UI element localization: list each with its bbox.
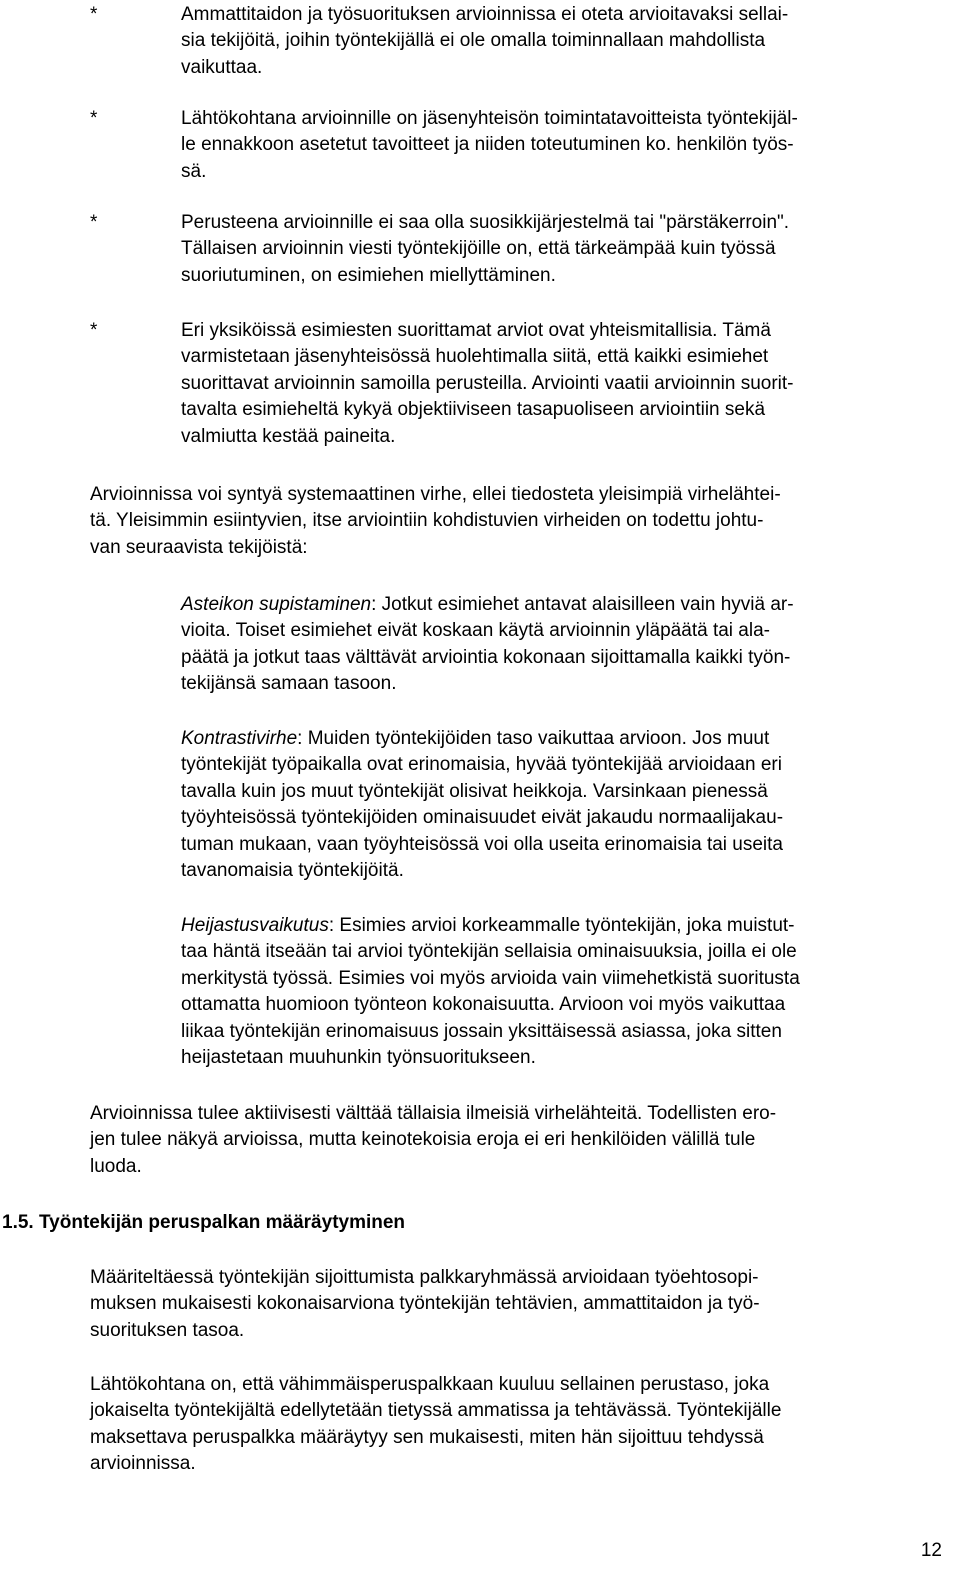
text-line: tuman mukaan, vaan työyhteisössä voi olla useita erinomaisia tai useita [181,833,783,855]
text-line: tavanomaisia työntekijöitä. [181,860,404,882]
text-line: suoriutuminen, on esimiehen miellyttäminen. [181,264,556,286]
text-line: tä. Yleisimmin esiintyvien, itse arviointiin kohdistuvien virheiden on todettu johtu- [90,510,764,532]
section-paragraph-2 [90,1372,952,1478]
error-heijastusvaikutus [181,913,951,1071]
text-line: taa häntä itseään tai arvioi työntekijän sellaisia ominaisuuksia, joilla ei ole [181,941,797,963]
text-line [181,726,951,752]
text-line: Arvioinnissa voi syntyä systemaattinen virhe, ellei tiedosteta yleisimpiä virhelähtei- [90,484,781,505]
text-line: heijastetaan muuhunkin työnsuoritukseen. [181,1047,536,1069]
text-line: Lähtökohtana on, että vähimmäisperuspalkkaan kuuluu sellainen perustaso, joka [90,1374,770,1395]
text-line: luoda. [90,1155,142,1177]
text-line: päätä ja jotkut taas välttävät arviointia kokonaan sijoittamalla kaikki työn- [181,646,791,668]
error-description-start: : Jotkut esimiehet antavat alaisilleen vain hyviä ar- [371,594,794,615]
intro-paragraph [90,482,952,561]
bullet-text [181,318,951,450]
text-line: van seuraavista tekijöistä: [90,536,308,558]
text-line: työyhteisössä työntekijöiden ominaisuudet eivät jakaudu normaalijakau- [181,807,784,829]
bullet-marker: * [90,108,98,129]
closing-paragraph [90,1101,952,1180]
text-line: Tällaisen arvioinnin viesti työntekijöille on, että tärkeämpää kuin työssä [181,238,776,260]
section-title: Työntekijän peruspalkan määräytyminen [38,1212,406,1233]
bullet-marker: * [90,212,98,233]
text-line: suorittavat arvioinnin samoilla perusteilla. Arviointi vaatii arvioinnin suorit- [181,372,794,394]
text-line: tavalla kuin jos muut työntekijät olisivat heikkoja. Varsinkaan pienessä [181,780,768,802]
text-line: työntekijät työpaikalla ovat erinomaisia, hyvää työntekijää arvioidaan eri [181,754,782,776]
text-line: Lähtökohtana arvioinnille on jäsenyhteisön toimintatavoitteista työntekijäl- [181,108,798,129]
text-line: suorituksen tasoa. [90,1319,245,1341]
text-line: Perusteena arvioinnille ei saa olla suosikkijärjestelmä tai "pärstäkerroin". [181,212,790,233]
text-line: sä. [181,160,207,182]
error-term: Asteikon supistaminen [181,594,372,615]
page-number: 12 [920,1540,942,1561]
text-line: Ammattitaidon ja työsuorituksen arvioinnissa ei oteta arvioitavaksi sellai- [181,4,789,25]
error-description-start: : Muiden työntekijöiden taso vaikuttaa arvioon. Jos muut [297,728,770,749]
text-line: vaikuttaa. [181,56,263,78]
bullet-text [181,106,951,185]
text-line: tavalta esimieheltä kykyä objektiiviseen tasapuoliseen arviointiin sekä [181,399,766,421]
text-line: sia tekijöitä, joihin työntekijällä ei ole omalla toiminnallaan mahdollista [181,30,766,52]
section-paragraph-1 [90,1265,952,1344]
text-line: valmiutta kestää paineita. [181,425,396,447]
text-line [181,913,951,939]
text-line: varmistetaan jäsenyhteisössä huolehtimalla siitä, että kaikki esimiehet [181,346,769,368]
bullet-text [181,2,951,81]
error-description-start: : Esimies arvioi korkeammalle työntekijän, joka muistut- [328,915,795,936]
text-line: Eri yksiköissä esimiesten suorittamat arviot ovat yhteismitallisia. Tämä [181,320,771,341]
error-term: Kontrastivirhe [181,728,298,749]
text-line: muksen mukaisesti kokonaisarviona työntekijän tehtävien, ammattitaidon ja työ- [90,1293,760,1315]
text-line: Arvioinnissa tulee aktiivisesti välttää tällaisia ilmeisiä virhelähteitä. Todellisten ero- [90,1103,777,1124]
text-line: jen tulee näkyä arvioissa, mutta keinotekoisia eroja ei eri henkilöiden välillä tule [90,1129,756,1151]
error-asteikon-supistaminen [181,592,951,698]
text-line: arvioinnissa. [90,1453,196,1475]
error-kontrastivirhe [181,726,951,884]
text-line: Määriteltäessä työntekijän sijoittumista palkkaryhmässä arvioidaan työehtosopi- [90,1267,759,1288]
text-line: tekijänsä samaan tasoon. [181,673,397,695]
bullet-text [181,210,951,289]
text-line: liikaa työntekijän erinomaisuus jossain yksittäisessä asiassa, joka sitten [181,1020,782,1042]
text-line: le ennakkoon asetetut tavoitteet ja niiden toteutuminen ko. henkilön työs- [181,134,794,156]
error-term: Heijastusvaikutus [181,915,329,936]
text-line: jokaiselta työntekijältä edellytetään tietyssä ammatissa ja tehtävässä. Työntekijälle [90,1400,782,1422]
text-line: ottamatta huomioon työnteon kokonaisuutta. Arvioon voi myös vaikuttaa [181,994,786,1016]
section-heading [2,1210,802,1236]
text-line [181,592,951,618]
text-line: maksettava peruspalkka määräytyy sen mukaisesti, miten hän sijoittuu tehdyssä [90,1426,764,1448]
bullet-marker: * [90,4,98,25]
section-number: 1.5. [2,1212,34,1233]
text-line: vioita. Toiset esimiehet eivät koskaan käytä arvioinnin yläpäätä tai ala- [181,620,770,642]
bullet-marker: * [90,320,98,341]
text-line: merkitystä työssä. Esimies voi myös arvioida vain viimehetkistä suoritusta [181,967,800,989]
